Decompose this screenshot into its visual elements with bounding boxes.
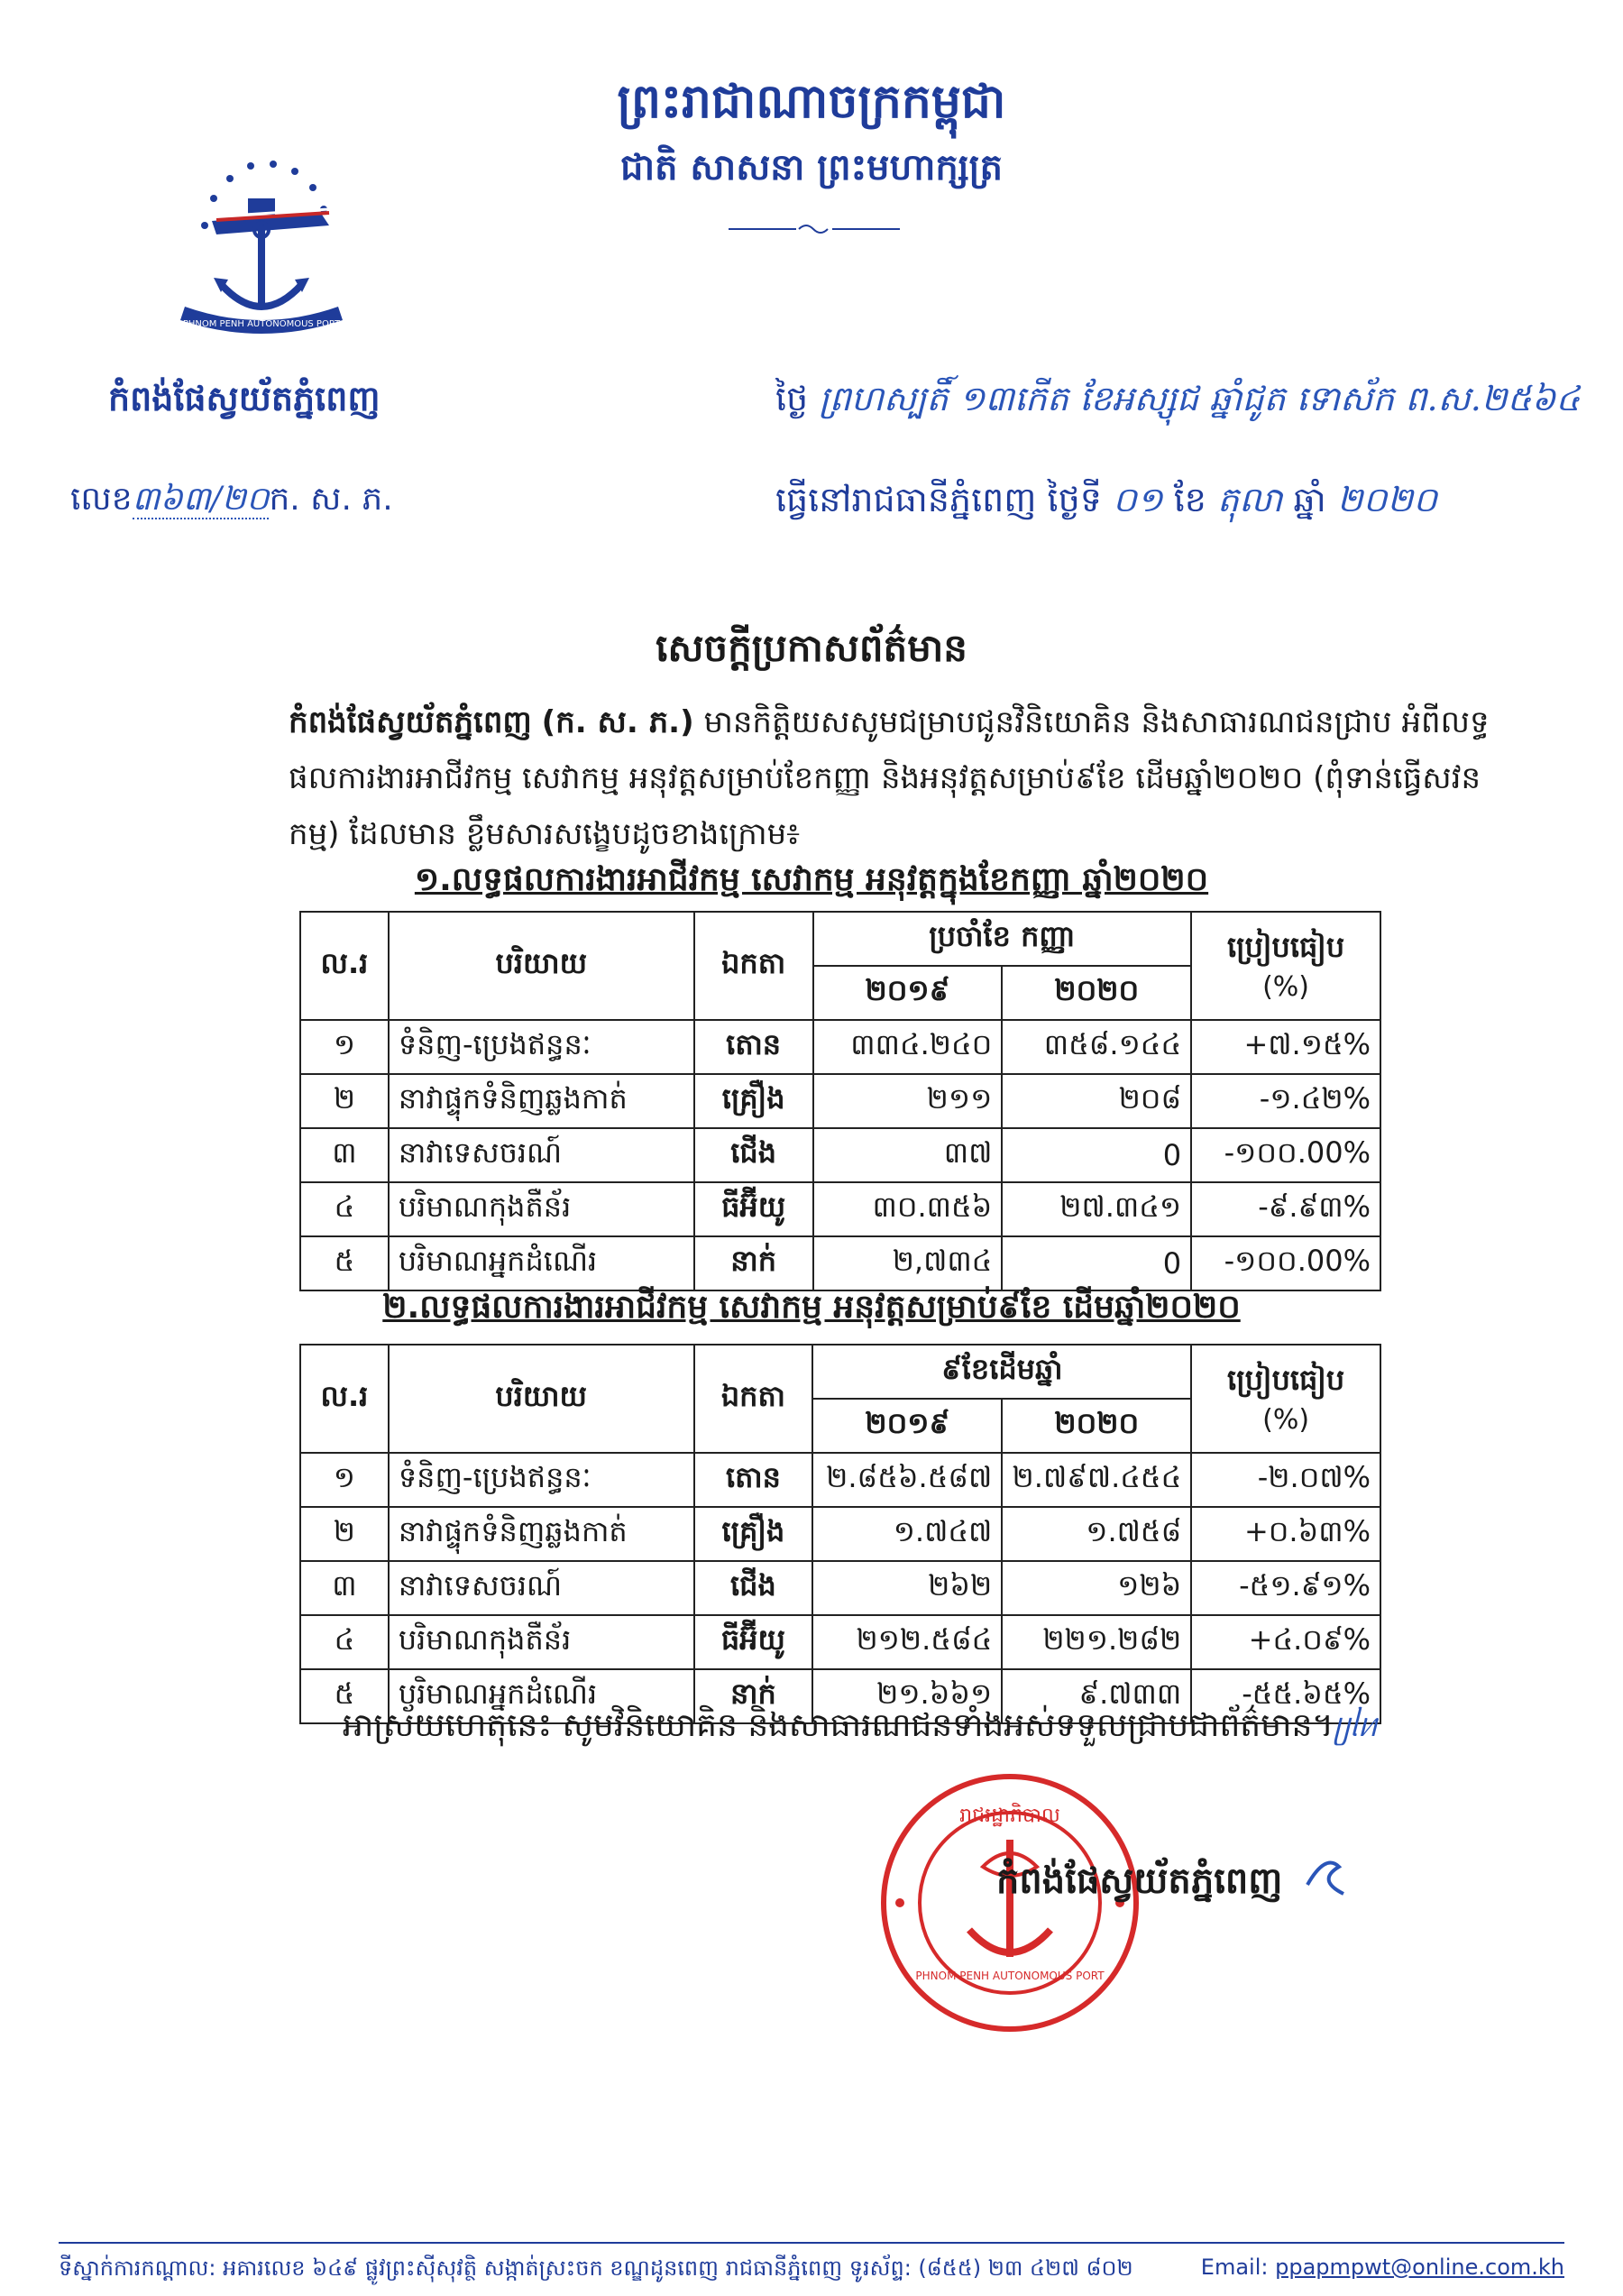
table1-row [300, 1236, 1380, 1290]
table1-cell-desc: បរិមាណអ្នកដំណើរ [389, 1236, 694, 1290]
table2-cell-y2: ២២១.២៨២ [1002, 1615, 1191, 1669]
table1-col-unit: ឯកតា [694, 912, 813, 1020]
table1-title: ១.លទ្ធផលការងារអាជីវកម្ម សេវាកម្ម អនុវត្តក្នុងខែកញ្ញា ឆ្នាំ២០២០ [414, 861, 1209, 898]
footer-email-label: Email: [1200, 2255, 1269, 2280]
table2-cell-pct: -៥៥.៦៥% [1191, 1669, 1380, 1723]
table1-col-y2: ២០២០ [1002, 966, 1191, 1020]
table2-col-unit: ឯកតា [694, 1345, 813, 1453]
seal-top-text: រាជរដ្ឋាភិបាល [959, 1805, 1060, 1827]
table1-cell-y1: ៣០.៣៥៦ [813, 1182, 1003, 1236]
table1-cell-y1: ៣៧ [813, 1128, 1003, 1182]
intro-org: កំពង់ផែស្វយ័តភ្នំពេញ [289, 704, 532, 740]
table1-cell-unit: ធីអ៊ីយូ [694, 1182, 813, 1236]
intro-abbr: (ក. ស. ភ.) [541, 704, 694, 740]
intro-paragraph [289, 694, 1497, 862]
table2-row [300, 1615, 1380, 1669]
table1-cell-pct: +៧.១៥% [1191, 1020, 1380, 1074]
table2-cell-no: ៣ [300, 1561, 389, 1615]
intro-text: មានកិត្តិយសសូមជម្រាបជូនវិនិយោគិន និងសាធារណជនជ្រាប អំពីលទ្ធផលការងារអាជីវកម្ម សេវាកម្ម អនុវត្តសម្រាប់ខែកញ្ញា និងអនុវត្តសម្រាប់៩ខែ ដើមឆ្នាំ២០២០ (ពុំទាន់ធ្វើសវនកម្ម) ដែលមាន ខ្លឹមសារសង្ខេបដូចខាងក្រោម៖ [289, 704, 1490, 852]
footer-address: ទីស្នាក់ការកណ្ដាល: អគារលេខ ៦៤៩ ផ្លូវព្រះស៊ីសុវត្ថិ សង្កាត់ស្រះចក ខណ្ឌដូនពេញ រាជធានីភ្នំពេញ ទូរស័ព្ទ: (៨៥៥) ២៣ ៤២៧ ៨០២ [59, 2255, 1133, 2281]
table1-cell-y1: ២,៧៣៤ [813, 1236, 1003, 1290]
signature-icon [1298, 1849, 1352, 1903]
org-name: កំពង់ផែស្វយ័តភ្នំពេញ [108, 379, 381, 418]
initials: ᥩᥣᥢ [1334, 1707, 1377, 1744]
table2-cell-desc: នាវាផ្ទុកទំនិញឆ្លងកាត់ [389, 1507, 694, 1561]
table1-cell-unit: នាក់ [694, 1236, 813, 1290]
issue-date [775, 478, 1437, 528]
table1-cell-desc: បរិមាណកុងតឺន័រ [389, 1182, 694, 1236]
table1 [299, 911, 1381, 1291]
table1-col-y1: ២០១៩ [813, 966, 1003, 1020]
table2-header-row [300, 1345, 1380, 1399]
ref-suffix: ក. ស. ភ. [269, 481, 393, 518]
footer-rule [59, 2242, 1564, 2244]
table1-cell-desc: នាវាទេសចរណ៍ [389, 1128, 694, 1182]
table2-cell-desc: នាវាទេសចរណ៍ [389, 1561, 694, 1615]
header-flourish [729, 220, 900, 238]
table2-title: ២.លទ្ធផលការងារអាជីវកម្ម សេវាកម្ម អនុវត្តសម្រាប់៩ខែ ដើមឆ្នាំ២០២០ [382, 1289, 1241, 1326]
table2-col-y2: ២០២០ [1002, 1399, 1191, 1453]
table1-cell-y1: ២១១ [813, 1074, 1003, 1128]
lunar-label: ថ្ងៃ [775, 379, 809, 418]
closing-sentence [343, 1704, 1377, 1752]
ref-label: លេខ [70, 481, 133, 518]
table1-cell-y1: ៣៣៤.២៤០ [813, 1020, 1003, 1074]
table1-cell-no: ៥ [300, 1236, 389, 1290]
table2-col-y1: ២០១៩ [812, 1399, 1002, 1453]
table1-header-row [300, 912, 1380, 966]
signatory-name [996, 1858, 1282, 1911]
table2-cell-y1: ២១.៦៦១ [812, 1669, 1002, 1723]
table1-cell-desc: នាវាផ្ទុកទំនិញឆ្លងកាត់ [389, 1074, 694, 1128]
table1-row [300, 1182, 1380, 1236]
table1-row [300, 1128, 1380, 1182]
kingdom-title: ព្រះរាជាណាចក្រកម្ពុជា [617, 75, 1006, 129]
lunar-text: ព្រហស្បតិ៍ ១៣កើត ខែអស្សុជ ឆ្នាំជូត ទោស័ក ព.ស.២៥៦៤ [819, 379, 1581, 418]
table1-row [300, 1020, 1380, 1074]
table2-col-period: ៩ខែដើមឆ្នាំ [812, 1345, 1191, 1399]
table2-row [300, 1507, 1380, 1561]
reference-number [70, 478, 393, 526]
table1-cell-y2: 0 [1002, 1236, 1191, 1290]
table2-row [300, 1561, 1380, 1615]
port-logo-icon [149, 126, 374, 352]
lunar-date [775, 377, 1580, 427]
table2-cell-desc: បរិមាណអ្នកដំណើរ [389, 1669, 694, 1723]
table2-cell-pct: +០.៦៣% [1191, 1507, 1380, 1561]
table2-cell-y2: ៩.៧៣៣ [1002, 1669, 1191, 1723]
table2-cell-y2: ១.៧៥៨ [1002, 1507, 1191, 1561]
table2-cell-y2: ១២៦ [1002, 1561, 1191, 1615]
table2-cell-y1: ២១២.៥៨៤ [812, 1615, 1002, 1669]
table1-cell-pct: -១០០.00% [1191, 1236, 1380, 1290]
table2-cell-no: ២ [300, 1507, 389, 1561]
table2-cell-unit: គ្រឿង [694, 1507, 813, 1561]
table2-cell-pct: -៥១.៩១% [1191, 1561, 1380, 1615]
closing-text: អាស្រ័យហេតុនេះ សូមវិនិយោគិន និងសាធារណជនទាំងអស់ទទួលជ្រាបជាព័ត៌មាន។ [343, 1707, 1334, 1744]
ref-number: ៣៦៣/២០ [132, 481, 270, 518]
table2-cell-pct: -២.០៧% [1191, 1453, 1380, 1507]
seal-caption: PHNOM PENH AUTONOMOUS PORT [915, 1970, 1105, 1982]
table2-row [300, 1453, 1380, 1507]
footer [59, 2255, 1564, 2286]
footer-email[interactable]: ppapmpwt@online.com.kh [1275, 2255, 1564, 2280]
table1-cell-y2: ៣៥៨.១៤៤ [1002, 1020, 1191, 1074]
table2-pct-label: (%) [1262, 1404, 1310, 1436]
table1-cell-y2: 0 [1002, 1128, 1191, 1182]
table1-cell-desc: ទំនិញ-ប្រេងឥន្ធនៈ [389, 1020, 694, 1074]
logo-caption: PHNOM PENH AUTONOMOUS PORT [182, 319, 341, 329]
table2-col-compare [1191, 1345, 1380, 1453]
month-label: ខែ [1173, 480, 1206, 519]
table2-cell-no: ១ [300, 1453, 389, 1507]
table1-col-compare [1191, 912, 1380, 1020]
table1-cell-unit: គ្រឿង [694, 1074, 813, 1128]
table1-cell-pct: -១.៤២% [1191, 1074, 1380, 1128]
table1-cell-no: ៤ [300, 1182, 389, 1236]
date-day: ០១ [1112, 480, 1163, 519]
table2-cell-unit: នាក់ [694, 1669, 813, 1723]
table2-cell-desc: បរិមាណកុងតឺន័រ [389, 1615, 694, 1669]
table1-cell-no: ២ [300, 1074, 389, 1128]
signatory-label: កំពង់ផែស្វយ័តភ្នំពេញ [996, 1860, 1283, 1902]
table1-pct-label: (%) [1262, 971, 1310, 1003]
table1-cell-no: ៣ [300, 1128, 389, 1182]
year-label: ឆ្នាំ [1293, 480, 1326, 519]
table1-col-desc: បរិយាយ [389, 912, 694, 1020]
table1-compare-label: ប្រៀបធៀប [1226, 930, 1345, 964]
table1-cell-unit: តោន [694, 1020, 813, 1074]
table2-col-desc: បរិយាយ [389, 1345, 694, 1453]
table1-col-no: ល.រ [300, 912, 389, 1020]
table1-cell-y2: ២៧.៣៤១ [1002, 1182, 1191, 1236]
table2-cell-y1: ១.៧៤៧ [812, 1507, 1002, 1561]
table2 [299, 1344, 1381, 1724]
table1-cell-pct: -៩.៩៣% [1191, 1182, 1380, 1236]
table2-cell-unit: ធីអ៊ីយូ [694, 1615, 813, 1669]
table2-cell-pct: +៤.០៩% [1191, 1615, 1380, 1669]
document-title: សេចក្ដីប្រកាសព័ត៌មាន [656, 626, 967, 670]
table2-cell-no: ៥ [300, 1669, 389, 1723]
table2-cell-unit: ជើង [694, 1561, 813, 1615]
table1-col-period: ប្រចាំខែ កញ្ញា [813, 912, 1192, 966]
table1-cell-pct: -១០០.00% [1191, 1128, 1380, 1182]
table1-row [300, 1074, 1380, 1128]
table2-cell-y1: ២.៨៥៦.៥៨៧ [812, 1453, 1002, 1507]
table2-cell-y2: ២.៧៩៧.៤៥៤ [1002, 1453, 1191, 1507]
table2-cell-y1: ២៦២ [812, 1561, 1002, 1615]
table2-cell-no: ៤ [300, 1615, 389, 1669]
date-year: ២០២០ [1336, 480, 1438, 519]
table2-compare-label: ប្រៀបធៀប [1227, 1363, 1345, 1397]
place-label: ធ្វើនៅរាជធានីភ្នំពេញ ថ្ងៃទី [775, 480, 1102, 519]
table1-cell-no: ១ [300, 1020, 389, 1074]
table2-cell-unit: តោន [694, 1453, 813, 1507]
table2-cell-desc: ទំនិញ-ប្រេងឥន្ធនៈ [389, 1453, 694, 1507]
date-month: តុលា [1216, 480, 1283, 519]
table1-cell-unit: ជើង [694, 1128, 813, 1182]
table1-cell-y2: ២០៨ [1002, 1074, 1191, 1128]
national-motto: ជាតិ សាសនា ព្រះមហាក្សត្រ [620, 147, 1003, 188]
table2-col-no: ល.រ [300, 1345, 389, 1453]
footer-email-block [1201, 2255, 1564, 2286]
